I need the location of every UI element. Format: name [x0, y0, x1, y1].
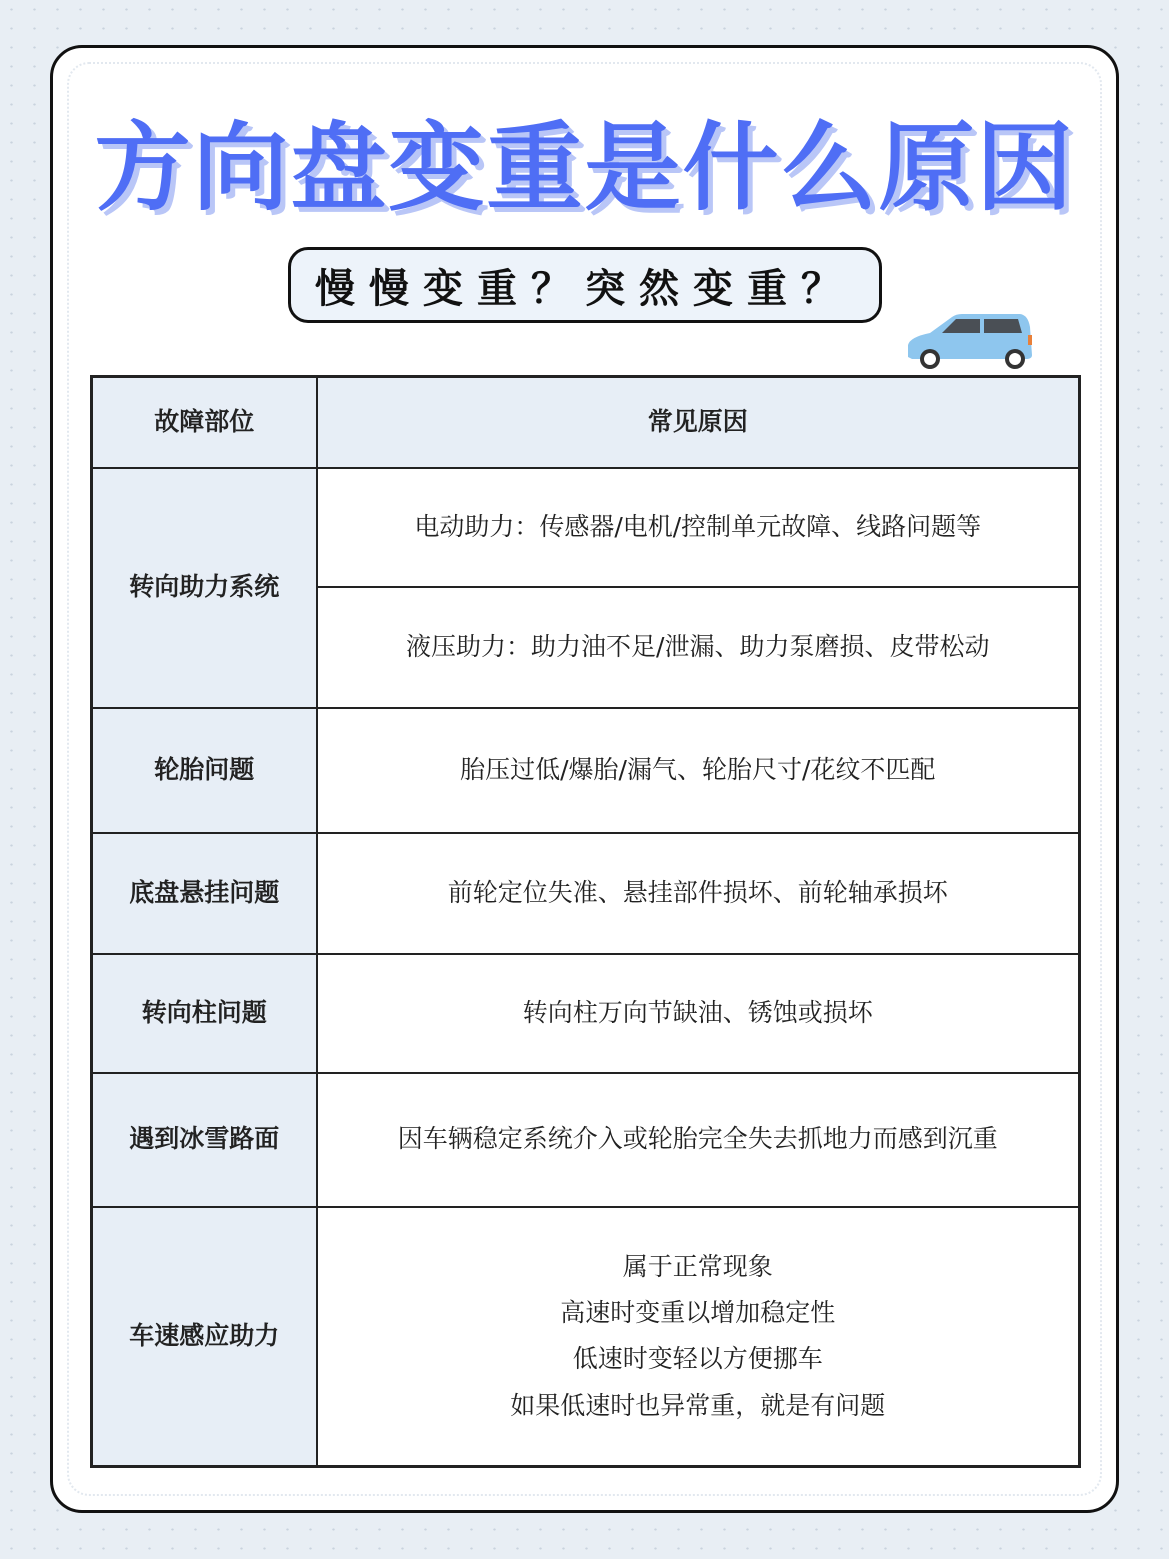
header-part: 故障部位: [92, 377, 317, 468]
page-title: 方向盘变重是什么原因: [94, 112, 1075, 224]
part-cell: 遇到冰雪路面: [92, 1073, 317, 1207]
cause-cell: 液压助力：助力油不足/泄漏、助力泵磨损、皮带松动: [317, 587, 1080, 708]
table-row: [92, 1073, 1080, 1207]
cause-cell: [317, 1207, 1080, 1467]
part-cell: 转向助力系统: [92, 468, 317, 708]
car-icon: [900, 305, 1040, 375]
part-cell: 底盘悬挂问题: [92, 833, 317, 954]
cause-cell: 前轮定位失准、悬挂部件损坏、前轮轴承损坏: [317, 833, 1080, 954]
cause-line: 属于正常现象: [622, 1251, 773, 1281]
cause-cell: 胎压过低/爆胎/漏气、轮胎尺寸/花纹不匹配: [317, 708, 1080, 833]
cause-table: [90, 375, 1081, 1468]
table-row: [92, 1207, 1080, 1467]
part-cell: 转向柱问题: [92, 954, 317, 1073]
cause-line: 高速时变重以增加稳定性: [560, 1298, 836, 1327]
table-header-row: [92, 377, 1080, 468]
part-cell: 车速感应助力: [92, 1207, 317, 1467]
cause-line: 如果低速时也异常重，就是有问题: [510, 1390, 886, 1420]
subtitle-pill: 慢慢变重？突然变重？: [288, 247, 882, 323]
cause-cell: 电动助力：传感器/电机/控制单元故障、线路问题等: [317, 468, 1080, 587]
table-row: [92, 954, 1080, 1073]
table-row: [92, 468, 1080, 587]
header-cause: 常见原因: [317, 377, 1080, 468]
cause-line: 低速时变轻以方便挪车: [572, 1344, 823, 1374]
table-row: [92, 708, 1080, 833]
cause-cell: 转向柱万向节缺油、锈蚀或损坏: [317, 954, 1080, 1073]
part-cell: 轮胎问题: [92, 708, 317, 833]
cause-cell: 因车辆稳定系统介入或轮胎完全失去抓地力而感到沉重: [317, 1073, 1080, 1207]
table-row: [92, 833, 1080, 954]
